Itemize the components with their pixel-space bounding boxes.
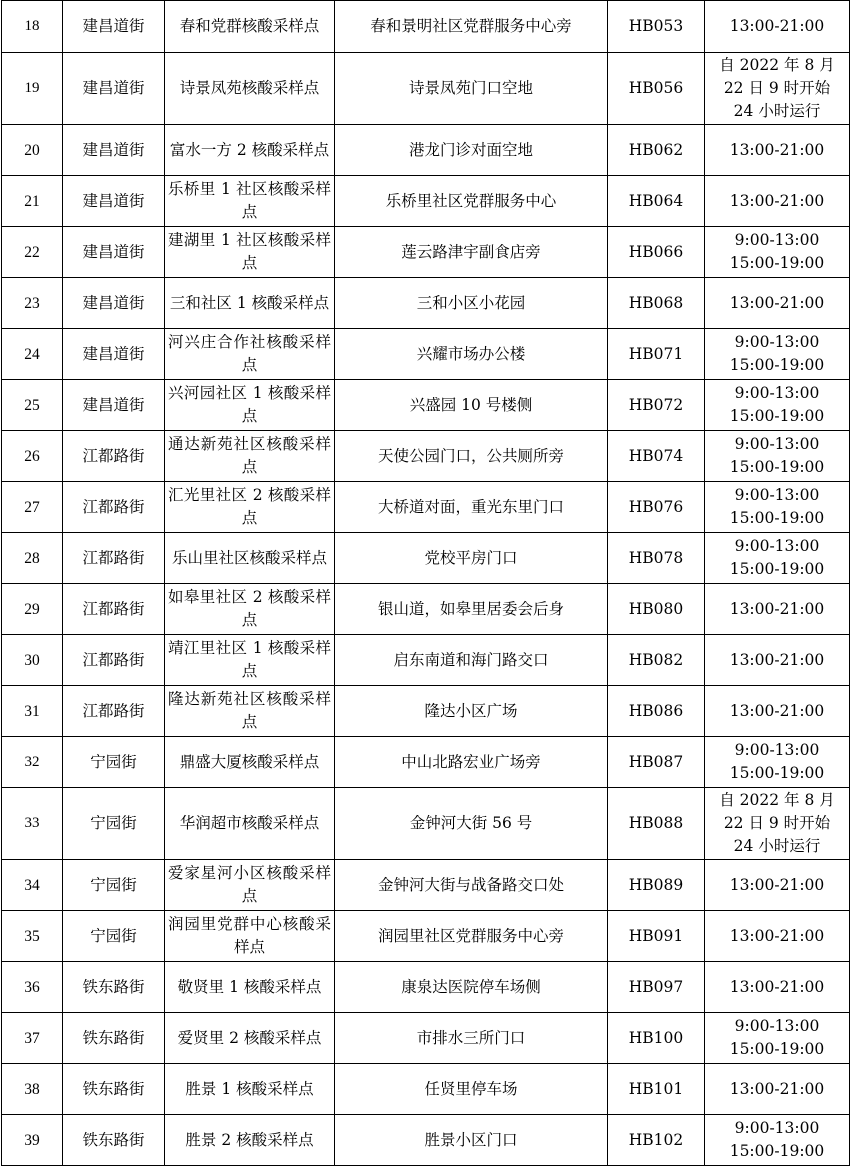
hours-line: 9:00-13:00 (734, 384, 820, 402)
row-number: 21 (2, 176, 63, 227)
site-code-cell: HB072 (608, 380, 705, 431)
row-number: 26 (2, 431, 63, 482)
row-number: 29 (2, 584, 63, 635)
hours-cell (705, 860, 850, 911)
row-number: 25 (2, 380, 63, 431)
sampling-point-cell (165, 584, 335, 635)
street-cell: 铁东路街 (63, 1064, 165, 1115)
street-cell: 建昌道街 (63, 125, 165, 176)
sampling-point-cell (165, 125, 335, 176)
street-cell: 宁园街 (63, 860, 165, 911)
hours-cell (705, 1115, 850, 1166)
sampling-sites-table (1, 0, 850, 1166)
table-row (2, 482, 850, 533)
address-cell: 春和景明社区党群服务中心旁 (335, 1, 608, 53)
row-number: 39 (2, 1115, 63, 1166)
hours-line: 24 小时运行 (733, 837, 821, 855)
address-cell: 兴盛园 10 号楼侧 (335, 380, 608, 431)
sampling-point-name: 乐山里社区核酸采样点 (171, 548, 327, 567)
hours-cell (705, 329, 850, 380)
table-row (2, 533, 850, 584)
address-cell: 任贤里停车场 (335, 1064, 608, 1115)
row-number: 30 (2, 635, 63, 686)
table-row (2, 1, 850, 53)
street-cell: 江都路街 (63, 584, 165, 635)
sampling-point-name: 建湖里 1 社区核酸采样点 (168, 231, 331, 272)
hours-line: 24 小时运行 (733, 102, 821, 120)
sampling-point-cell (165, 227, 335, 278)
address-cell: 银山道，如皋里居委会后身 (335, 584, 608, 635)
sampling-point-cell (165, 380, 335, 431)
street-cell: 铁东路街 (63, 1013, 165, 1064)
site-code-cell: HB053 (608, 1, 705, 53)
sampling-point-name: 如皋里社区 2 核酸采样点 (168, 588, 331, 629)
hours-line: 15:00-19:00 (729, 254, 825, 272)
address-cell: 胜景小区门口 (335, 1115, 608, 1166)
address-cell: 启东南道和海门路交口 (335, 635, 608, 686)
hours-line: 自 2022 年 8 月 (719, 791, 835, 809)
site-code-cell: HB101 (608, 1064, 705, 1115)
row-number: 33 (2, 788, 63, 860)
sampling-point-name: 爱贤里 2 核酸采样点 (177, 1028, 322, 1047)
address-cell: 三和小区小花园 (335, 278, 608, 329)
street-cell: 江都路街 (63, 686, 165, 737)
row-number: 36 (2, 962, 63, 1013)
hours-cell (705, 584, 850, 635)
hours-line: 15:00-19:00 (729, 356, 825, 374)
site-code-cell: HB078 (608, 533, 705, 584)
row-number: 35 (2, 911, 63, 962)
sampling-point-cell (165, 686, 335, 737)
site-code-cell: HB086 (608, 686, 705, 737)
sampling-point-cell (165, 1, 335, 53)
site-code-cell: HB056 (608, 53, 705, 125)
site-code-cell: HB097 (608, 962, 705, 1013)
site-code-cell: HB082 (608, 635, 705, 686)
site-code-cell: HB080 (608, 584, 705, 635)
sampling-point-name: 胜景 1 核酸采样点 (185, 1079, 314, 1098)
sampling-point-name: 润园里党群中心核酸采样点 (168, 915, 331, 956)
sampling-point-name: 春和党群核酸采样点 (179, 17, 320, 35)
site-code-cell: HB066 (608, 227, 705, 278)
street-cell: 建昌道街 (63, 329, 165, 380)
row-number: 27 (2, 482, 63, 533)
table-row (2, 329, 850, 380)
street-cell: 建昌道街 (63, 380, 165, 431)
address-cell: 天使公园门口，公共厕所旁 (335, 431, 608, 482)
table-row (2, 911, 850, 962)
address-cell: 莲云路津宇副食店旁 (335, 227, 608, 278)
hours-line: 13:00-21:00 (729, 977, 825, 996)
row-number: 18 (2, 1, 63, 53)
address-cell: 港龙门诊对面空地 (335, 125, 608, 176)
site-code-cell: HB064 (608, 176, 705, 227)
table-row (2, 788, 850, 860)
address-cell: 金钟河大街 56 号 (335, 788, 608, 860)
table-row (2, 1115, 850, 1166)
hours-line: 13:00-21:00 (729, 17, 825, 35)
hours-cell (705, 176, 850, 227)
sampling-point-name: 诗景凤苑核酸采样点 (179, 79, 320, 97)
sampling-point-name: 汇光里社区 2 核酸采样点 (168, 486, 331, 527)
address-cell: 润园里社区党群服务中心旁 (335, 911, 608, 962)
hours-line: 13:00-21:00 (729, 650, 825, 669)
hours-line: 15:00-19:00 (729, 764, 825, 782)
hours-cell (705, 962, 850, 1013)
table-row (2, 1064, 850, 1115)
address-cell: 大桥道对面，重光东里门口 (335, 482, 608, 533)
sampling-point-cell (165, 482, 335, 533)
hours-line: 13:00-21:00 (729, 1079, 825, 1098)
sampling-point-cell (165, 533, 335, 584)
site-code-cell: HB100 (608, 1013, 705, 1064)
hours-cell (705, 737, 850, 788)
row-number: 32 (2, 737, 63, 788)
table-body (2, 1, 850, 1166)
street-cell: 建昌道街 (63, 53, 165, 125)
sampling-point-name: 胜景 2 核酸采样点 (185, 1130, 314, 1149)
sampling-point-cell (165, 860, 335, 911)
address-cell: 市排水三所门口 (335, 1013, 608, 1064)
address-cell: 党校平房门口 (335, 533, 608, 584)
street-cell: 建昌道街 (63, 227, 165, 278)
sampling-point-name: 华润超市核酸采样点 (179, 814, 320, 832)
table-row (2, 635, 850, 686)
row-number: 34 (2, 860, 63, 911)
sampling-point-cell (165, 1013, 335, 1064)
sampling-point-name: 三和社区 1 核酸采样点 (169, 293, 330, 312)
table-row (2, 860, 850, 911)
site-code-cell: HB091 (608, 911, 705, 962)
hours-cell (705, 482, 850, 533)
sampling-point-cell (165, 329, 335, 380)
site-code-cell: HB071 (608, 329, 705, 380)
hours-line: 15:00-19:00 (729, 1142, 825, 1160)
hours-line: 22 日 9 时开始 (723, 79, 831, 97)
hours-line: 15:00-19:00 (729, 458, 825, 476)
hours-cell (705, 431, 850, 482)
street-cell: 宁园街 (63, 911, 165, 962)
address-cell: 诗景凤苑门口空地 (335, 53, 608, 125)
row-number: 20 (2, 125, 63, 176)
hours-cell (705, 1064, 850, 1115)
sampling-point-name: 敬贤里 1 核酸采样点 (177, 977, 322, 996)
hours-line: 22 日 9 时开始 (723, 814, 831, 832)
sampling-point-name: 爱家星河小区核酸采样点 (168, 864, 331, 905)
hours-line: 13:00-21:00 (729, 701, 825, 720)
street-cell: 宁园街 (63, 737, 165, 788)
row-number: 28 (2, 533, 63, 584)
hours-line: 自 2022 年 8 月 (719, 56, 835, 74)
site-code-cell: HB087 (608, 737, 705, 788)
hours-line: 9:00-13:00 (734, 537, 820, 555)
sampling-point-cell (165, 911, 335, 962)
hours-cell (705, 53, 850, 125)
sampling-point-cell (165, 962, 335, 1013)
hours-cell (705, 380, 850, 431)
address-cell: 隆达小区广场 (335, 686, 608, 737)
hours-line: 9:00-13:00 (734, 231, 820, 249)
row-number: 22 (2, 227, 63, 278)
address-cell: 兴耀市场办公楼 (335, 329, 608, 380)
hours-line: 9:00-13:00 (734, 486, 820, 504)
street-cell: 宁园街 (63, 788, 165, 860)
table-row (2, 176, 850, 227)
hours-cell (705, 227, 850, 278)
site-code-cell: HB102 (608, 1115, 705, 1166)
hours-line: 15:00-19:00 (729, 1040, 825, 1058)
address-cell: 康泉达医院停车场侧 (335, 962, 608, 1013)
street-cell: 江都路街 (63, 431, 165, 482)
sampling-point-name: 鼎盛大厦核酸采样点 (179, 752, 320, 771)
hours-cell (705, 278, 850, 329)
sampling-point-name: 靖江里社区 1 核酸采样点 (168, 639, 331, 680)
sampling-point-cell (165, 431, 335, 482)
sampling-point-cell (165, 635, 335, 686)
hours-line: 9:00-13:00 (734, 1119, 820, 1137)
hours-cell (705, 911, 850, 962)
sampling-point-name: 河兴庄合作社核酸采样点 (168, 333, 331, 374)
site-code-cell: HB088 (608, 788, 705, 860)
row-number: 23 (2, 278, 63, 329)
sampling-point-cell (165, 176, 335, 227)
address-cell: 乐桥里社区党群服务中心 (335, 176, 608, 227)
street-cell: 铁东路街 (63, 962, 165, 1013)
hours-line: 13:00-21:00 (729, 293, 825, 312)
sampling-point-name: 隆达新苑社区核酸采样点 (168, 690, 331, 731)
hours-line: 13:00-21:00 (729, 926, 825, 945)
hours-line: 13:00-21:00 (729, 599, 825, 618)
sampling-point-cell (165, 788, 335, 860)
sampling-point-name: 通达新苑社区核酸采样点 (168, 435, 331, 476)
site-code-cell: HB076 (608, 482, 705, 533)
table-row (2, 962, 850, 1013)
hours-line: 9:00-13:00 (734, 741, 820, 759)
row-number: 24 (2, 329, 63, 380)
hours-cell (705, 1, 850, 53)
sampling-point-cell (165, 1115, 335, 1166)
sampling-point-cell (165, 737, 335, 788)
hours-cell (705, 686, 850, 737)
hours-line: 9:00-13:00 (734, 333, 820, 351)
site-code-cell: HB062 (608, 125, 705, 176)
site-code-cell: HB074 (608, 431, 705, 482)
hours-cell (705, 788, 850, 860)
hours-line: 15:00-19:00 (729, 509, 825, 527)
site-code-cell: HB089 (608, 860, 705, 911)
table-row (2, 380, 850, 431)
row-number: 38 (2, 1064, 63, 1115)
hours-line: 9:00-13:00 (734, 1017, 820, 1035)
table-row (2, 584, 850, 635)
street-cell: 江都路街 (63, 635, 165, 686)
sampling-point-cell (165, 1064, 335, 1115)
sampling-point-name: 乐桥里 1 社区核酸采样点 (168, 180, 331, 221)
sampling-point-cell (165, 278, 335, 329)
row-number: 19 (2, 53, 63, 125)
street-cell: 建昌道街 (63, 176, 165, 227)
street-cell: 建昌道街 (63, 278, 165, 329)
table-row (2, 431, 850, 482)
address-cell: 中山北路宏业广场旁 (335, 737, 608, 788)
table-row (2, 737, 850, 788)
street-cell: 江都路街 (63, 533, 165, 584)
hours-cell (705, 533, 850, 584)
hours-line: 15:00-19:00 (729, 560, 825, 578)
sampling-point-name: 兴河园社区 1 核酸采样点 (168, 384, 331, 425)
sampling-point-name: 富水一方 2 核酸采样点 (169, 140, 330, 159)
hours-line: 13:00-21:00 (729, 191, 825, 210)
street-cell: 建昌道街 (63, 1, 165, 53)
table-row (2, 227, 850, 278)
hours-line: 15:00-19:00 (729, 407, 825, 425)
sampling-point-cell (165, 53, 335, 125)
hours-line: 9:00-13:00 (734, 435, 820, 453)
table-row (2, 53, 850, 125)
site-code-cell: HB068 (608, 278, 705, 329)
street-cell: 铁东路街 (63, 1115, 165, 1166)
hours-line: 13:00-21:00 (729, 875, 825, 894)
row-number: 37 (2, 1013, 63, 1064)
hours-cell (705, 125, 850, 176)
hours-cell (705, 635, 850, 686)
table-row (2, 1013, 850, 1064)
table-row (2, 278, 850, 329)
street-cell: 江都路街 (63, 482, 165, 533)
table-row (2, 125, 850, 176)
table-row (2, 686, 850, 737)
row-number: 31 (2, 686, 63, 737)
address-cell: 金钟河大街与战备路交口处 (335, 860, 608, 911)
hours-line: 13:00-21:00 (729, 140, 825, 159)
hours-cell (705, 1013, 850, 1064)
